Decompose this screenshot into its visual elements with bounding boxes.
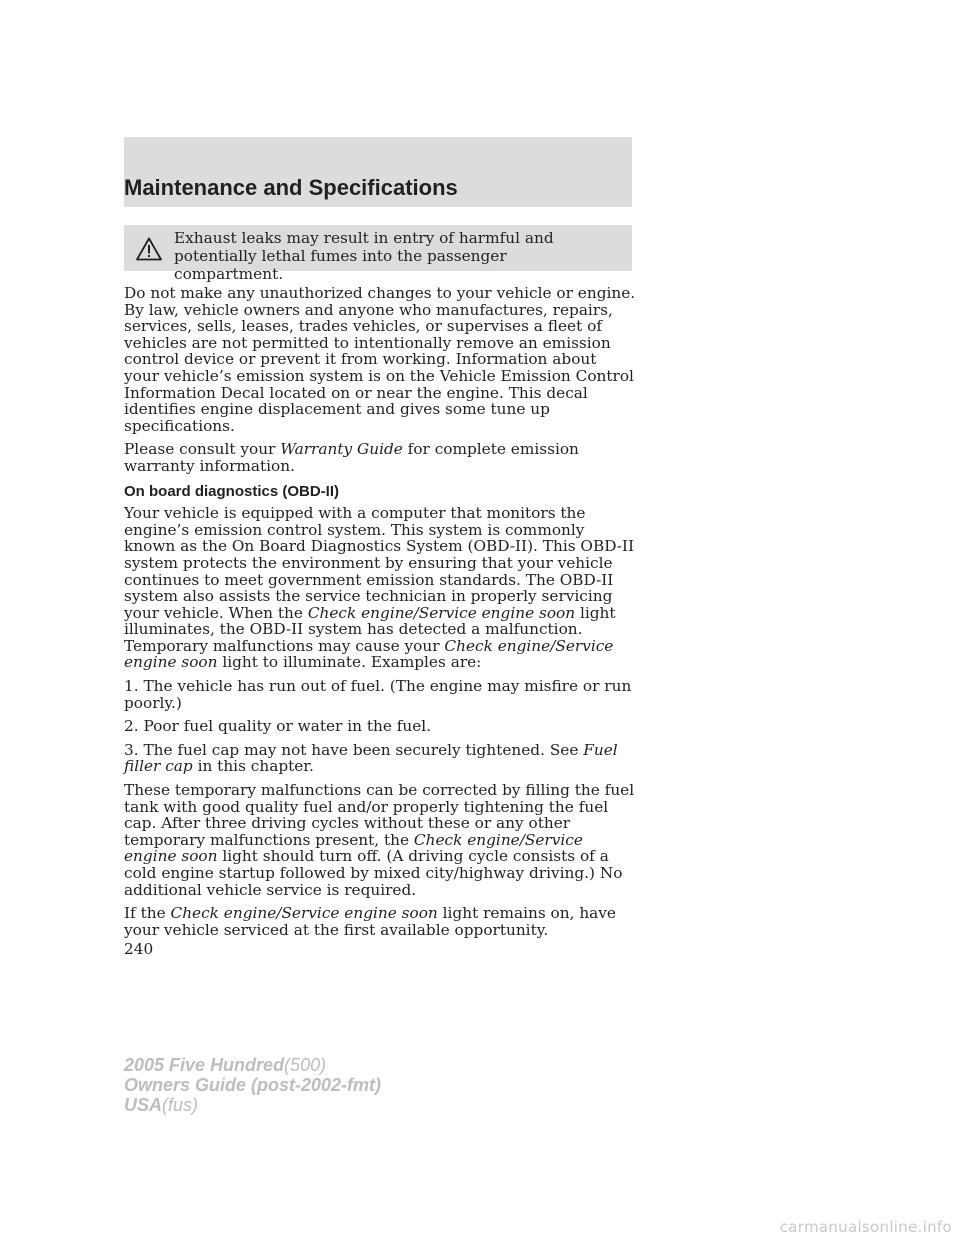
list-item: 1. The vehicle has run out of fuel. (The engine may misfire or run poorly.) — [124, 677, 632, 712]
fuel-filler-cap-ref: Fuel filler cap — [124, 740, 618, 776]
section-header — [124, 137, 632, 207]
body-text — [124, 285, 636, 945]
warning-triangle-icon — [136, 237, 162, 261]
footer-line-2: Owners Guide (post-2002-fmt) — [124, 1075, 382, 1095]
footer — [124, 1055, 381, 1115]
list-item: 2. Poor fuel quality or water in the fuel. — [124, 717, 432, 736]
page-number: 240 — [124, 940, 154, 958]
warning-box — [124, 225, 632, 283]
paragraph-temporary: These temporary malfunctions can be corrected by filling the fuel tank with good quality fuel and/or properly tightening the fuel cap. After three driving cycles without these or any other temporary malfunctions present, the Check engine/Service engine soon light should turn off. (A driving cycle consists of a cold engine startup followed by mixed city/highway driving.) No additional vehicle service is required. — [124, 781, 635, 899]
paragraph-warranty: Please consult your Warranty Guide for complete emission warranty information. — [124, 440, 579, 475]
obd-heading: On board diagnostics (OBD-II) — [124, 482, 340, 500]
section-title: Maintenance and Specifications — [124, 175, 458, 200]
warning-text: Exhaust leaks may result in entry of harmful and potentially lethal fumes into the passenger compartment. — [174, 229, 554, 283]
paragraph-obd: Your vehicle is equipped with a computer that monitors the engine’s emission control system. This system is commonly known as the On Board Diagnostics System (OBD-II). This OBD-II system protects the environment by ensuring that your vehicle continues to meet government emission standards. The OBD-II system also assists the service technician in properly servicing your vehicle. When the Check engine/Service engine soon light illuminates, the OBD-II system has detected a malfunction. Temporary malfunctions may cause your Check engine/Service engine soon light to illuminate. Examples are: — [124, 504, 635, 672]
footer-line-1: 2005 Five Hundred(500) — [124, 1055, 327, 1075]
list-item: 3. The fuel cap may not have been securely tightened. See Fuel filler cap in this chapter. — [124, 740, 618, 776]
paragraph-modifications: Do not make any unauthorized changes to your vehicle or engine. By law, vehicle owners and anyone who manufactures, repairs, services, sells, leases, trades vehicles, or supervises a fleet of vehicles are not permitted to intentionally remove an emission control device or prevent it from working. Information about your vehicle’s emission system is on the Vehicle Emission Control Information Decal located on or near the engine. This decal identifies engine displacement and gives some tune up specifications. — [124, 284, 636, 435]
paragraph-light-remains: If the Check engine/Service engine soon light remains on, have your vehicle serviced at the first available opportunity. — [124, 904, 616, 939]
watermark: carmanualsonline.info — [779, 1218, 952, 1236]
footer-line-3: USA(fus) — [124, 1095, 199, 1115]
warranty-guide-ref: Warranty Guide — [280, 440, 403, 459]
